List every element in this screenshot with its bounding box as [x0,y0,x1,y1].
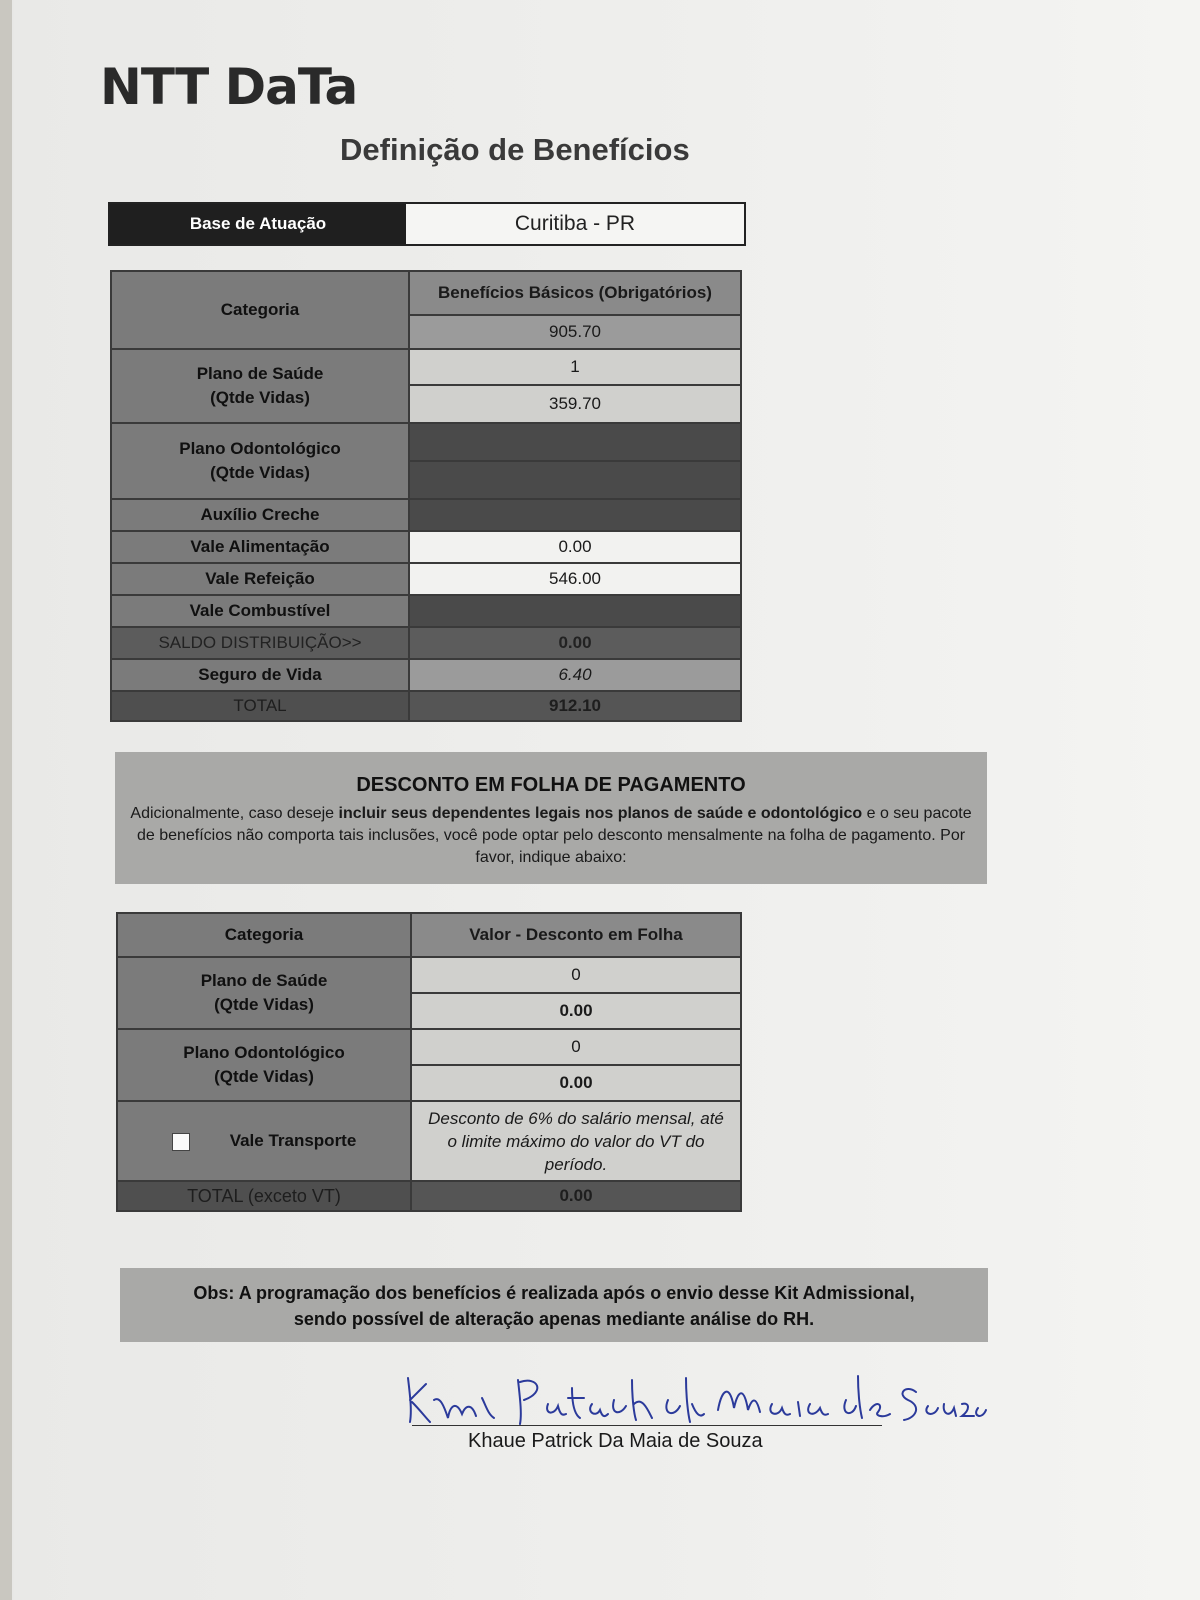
saldo-distribuicao-valor: 0.00 [409,627,741,659]
vale-transporte-label: Vale Transporte [229,1131,357,1150]
vale-transporte-cell [117,1101,411,1181]
desconto-folha-box [115,752,987,884]
vale-combustivel-label: Vale Combustível [111,595,409,627]
discount-column-header: Valor - Desconto em Folha [411,913,741,957]
discount-table [116,912,742,1212]
discount-plano-saude-label: Plano de Saúde (Qtde Vidas) [117,957,411,1029]
plano-saude-label: Plano de Saúde (Qtde Vidas) [111,349,409,423]
vale-transporte-desc: Desconto de 6% do salário mensal, até o limite máximo do valor do VT do período. [411,1101,741,1181]
plano-odonto-label: Plano Odontológico (Qtde Vidas) [111,423,409,499]
vale-refeicao-valor: 546.00 [409,563,741,595]
discount-category-header: Categoria [117,913,411,957]
paper-edge [0,0,12,1600]
total-label: TOTAL [111,691,409,721]
desconto-folha-title: DESCONTO EM FOLHA DE PAGAMENTO [356,774,746,796]
page-title: Definição de Benefícios [340,132,690,167]
discount-total-label: TOTAL (exceto VT) [117,1181,411,1211]
vale-transporte-checkbox[interactable] [172,1133,190,1151]
signature-line [412,1425,882,1426]
base-atuacao-label: Base de Atuação [110,204,406,244]
signer-name: Khaue Patrick Da Maia de Souza [468,1430,763,1452]
vale-refeicao-label: Vale Refeição [111,563,409,595]
observacao-box [120,1268,988,1342]
desconto-folha-text: Adicionalmente, caso deseje incluir seus dependentes legais nos planos de saúde e odontológico e o seu pacote de benefícios não comporta tais inclusões, você pode optar pelo desconto mensalmente na folha de pagamento. Por favor, indique abaixo: [130,805,972,866]
discount-plano-odonto-valor: 0.00 [411,1065,741,1101]
vale-alimentacao-valor: 0.00 [409,531,741,563]
plano-saude-valor: 359.70 [409,385,741,423]
benefits-header-value: 905.70 [409,315,741,349]
observacao-line-2: sendo possível de alteração apenas mediante análise do RH. [293,1309,815,1329]
benefits-table [110,270,742,722]
discount-plano-odonto-qtde[interactable]: 0 [411,1029,741,1065]
benefits-category-header: Categoria [111,271,409,349]
auxilio-creche-valor-empty [409,499,741,531]
saldo-distribuicao-label: SALDO DISTRIBUIÇÃO>> [111,627,409,659]
discount-total-valor: 0.00 [411,1181,741,1211]
total-valor: 912.10 [409,691,741,721]
discount-plano-odonto-label: Plano Odontológico (Qtde Vidas) [117,1029,411,1101]
auxilio-creche-label: Auxílio Creche [111,499,409,531]
plano-odonto-valor-empty [409,461,741,499]
handwritten-signature [400,1370,990,1430]
vale-alimentacao-label: Vale Alimentação [111,531,409,563]
seguro-vida-valor: 6.40 [409,659,741,691]
discount-plano-saude-valor: 0.00 [411,993,741,1029]
plano-saude-qtde: 1 [409,349,741,385]
base-atuacao-value: Curitiba - PR [406,204,744,244]
discount-plano-saude-qtde[interactable]: 0 [411,957,741,993]
company-logo: NTT DaTa [100,58,358,116]
plano-odonto-qtde-empty [409,423,741,461]
base-atuacao-row [108,202,746,246]
benefits-column-header: Benefícios Básicos (Obrigatórios) [409,271,741,315]
observacao-line-1: Obs: A programação dos benefícios é realizada após o envio desse Kit Admissional, [193,1283,915,1303]
vale-combustivel-valor-empty [409,595,741,627]
seguro-vida-label: Seguro de Vida [111,659,409,691]
